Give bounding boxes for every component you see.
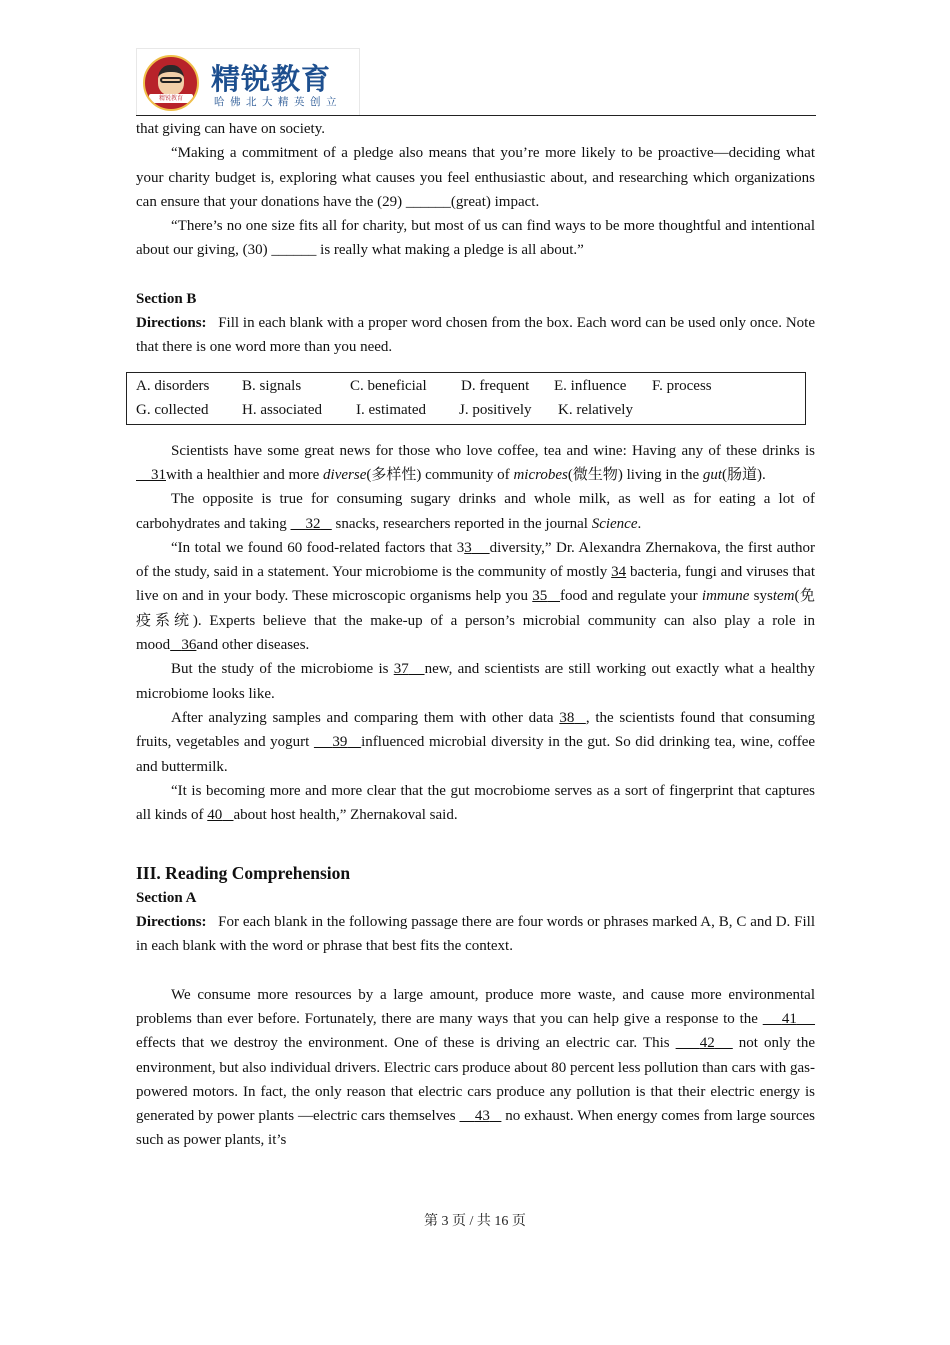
part-iii-title: III. Reading Comprehension bbox=[136, 863, 351, 884]
blank-41[interactable]: 41 bbox=[781, 1010, 797, 1027]
section-a-title: Section A bbox=[136, 889, 197, 906]
directions-label: Directions: bbox=[136, 315, 207, 332]
word-bank-row bbox=[136, 398, 805, 422]
word-option: E. influence bbox=[554, 377, 627, 394]
word-option: I. estimated bbox=[356, 401, 426, 418]
brand-tagline: 哈佛北大精英创立 bbox=[214, 96, 342, 108]
blank-43[interactable]: 43 bbox=[474, 1108, 490, 1125]
page-header bbox=[136, 48, 816, 118]
blank-37[interactable]: 37 bbox=[393, 661, 409, 678]
emblem-label: 精锐教育 bbox=[149, 94, 193, 103]
blank-39[interactable]: 39 bbox=[332, 734, 348, 751]
continuation-line: that giving can have on society. bbox=[136, 121, 325, 137]
blank-33[interactable]: 3 bbox=[464, 539, 472, 556]
word-option: A. disorders bbox=[136, 377, 210, 394]
word-option: H. associated bbox=[242, 401, 322, 418]
passage-paragraph: We consume more resources by a large amount, produce more waste, and cause more environmental problems than ever before. Fortunately, there are many ways that you can help give a response to the 41 effects that we destroy the environment. One of these is driving an electric car. This 42 not only the environment, but also individual drivers. Electric cars produce about 80 percent less pollution than cars with gas-powered motors. In fact, the only reason that electric cars produce any pollution is that their electric energy is generated by power plants —electric cars themselves 43 no exhaust. When energy comes from large sources such as power plants, it’s bbox=[136, 986, 816, 1149]
passage-paragraph: Scientists have some great news for those who love coffee, tea and wine: Having any of these drinks is 31with a healthier and more diverse(多样性) community of microbes(微生物) living in the gut(肠道). bbox=[136, 439, 815, 488]
page-footer: 第 3 页 / 共 16 页 bbox=[424, 1214, 526, 1229]
word-option: K. relatively bbox=[558, 401, 633, 418]
section-b-title: Section B bbox=[136, 290, 197, 307]
brand-logo bbox=[136, 48, 360, 116]
passage-paragraph: “In total we found 60 food-related factors that 33 diversity,” Dr. Alexandra Zhernakova, the first author of the study, said in a statement. Your microbiome is the community of mostly 34 bacteria, fungi and viruses that live on and in your body. These microscopic organisms help you 35 food and regulate your immune system(免疫系统). Experts believe that the make-up of a person’s microbial community can also play a role in mood 36and other diseases. bbox=[136, 539, 815, 654]
header-divider bbox=[136, 115, 816, 116]
directions-text: For each blank in the following passage there are four words or phrases marked A, B, C and D. Fill in each blank with the word or phrase that best fits the context. bbox=[136, 914, 816, 955]
blank-36[interactable]: 36 bbox=[181, 637, 197, 654]
word-bank-row bbox=[136, 374, 805, 398]
blank-42[interactable]: 42 bbox=[699, 1035, 715, 1052]
section-a-directions bbox=[136, 910, 815, 959]
word-option: C. beneficial bbox=[350, 377, 427, 394]
blank-38[interactable]: 38 bbox=[559, 709, 575, 726]
passage-paragraph: After analyzing samples and comparing them with other data 38 , the scientists found that consuming fruits, vegetables and yogurt 39 influenced microbial diversity in the gut. So did drinking tea, wine, coffee and buttermilk. bbox=[136, 709, 816, 775]
blank-35[interactable]: 35 bbox=[532, 588, 548, 605]
paragraph-charity: “There’s no one size fits all for charity, but most of us can find ways to be more thoughtful and intentional about our giving, (30) ______ is really what making a pledge is all about.” bbox=[136, 218, 815, 259]
page-content bbox=[136, 117, 815, 1153]
passage-paragraph: But the study of the microbiome is 37 new, and scientists are still working out exactly what a healthy microbiome looks like. bbox=[136, 661, 815, 702]
brand-name: 精锐教育 bbox=[211, 62, 332, 96]
word-option: J. positively bbox=[459, 401, 532, 418]
word-option: F. process bbox=[652, 377, 712, 394]
blank-32[interactable]: 32 bbox=[305, 515, 321, 532]
word-option: B. signals bbox=[242, 377, 302, 394]
directions-text: Fill in each blank with a proper word chosen from the box. Each word can be used only once. Note that there is one word more than you need. bbox=[136, 315, 816, 356]
word-option: D. frequent bbox=[461, 377, 530, 394]
paragraph-pledge: “Making a commitment of a pledge also means that you’re more likely to be proactive—deciding what your charity budget is, exploring what causes you feel enthusiastic about, and researching which organizations can ensure that your donations have the (29) ______(great) impact. bbox=[136, 145, 815, 210]
mascot-emblem-icon bbox=[143, 55, 199, 111]
word-bank-box bbox=[126, 372, 806, 425]
section-b-directions bbox=[136, 311, 815, 360]
passage-paragraph: The opposite is true for consuming sugary drinks and whole milk, as well as for eating a lot of carbohydrates and taking 32 snacks, researchers reported in the journal Science. bbox=[136, 491, 815, 532]
passage-paragraph: “It is becoming more and more clear that the gut mocrobiome serves as a sort of fingerprint that captures all kinds of 40 about host health,” Zhernakoval said. bbox=[136, 782, 815, 824]
blank-34[interactable]: 34 bbox=[611, 564, 627, 581]
word-option: G. collected bbox=[136, 401, 209, 418]
directions-label: Directions: bbox=[136, 914, 207, 931]
blank-40[interactable]: 40 bbox=[207, 807, 223, 824]
blank-31[interactable]: 31 bbox=[151, 466, 166, 483]
